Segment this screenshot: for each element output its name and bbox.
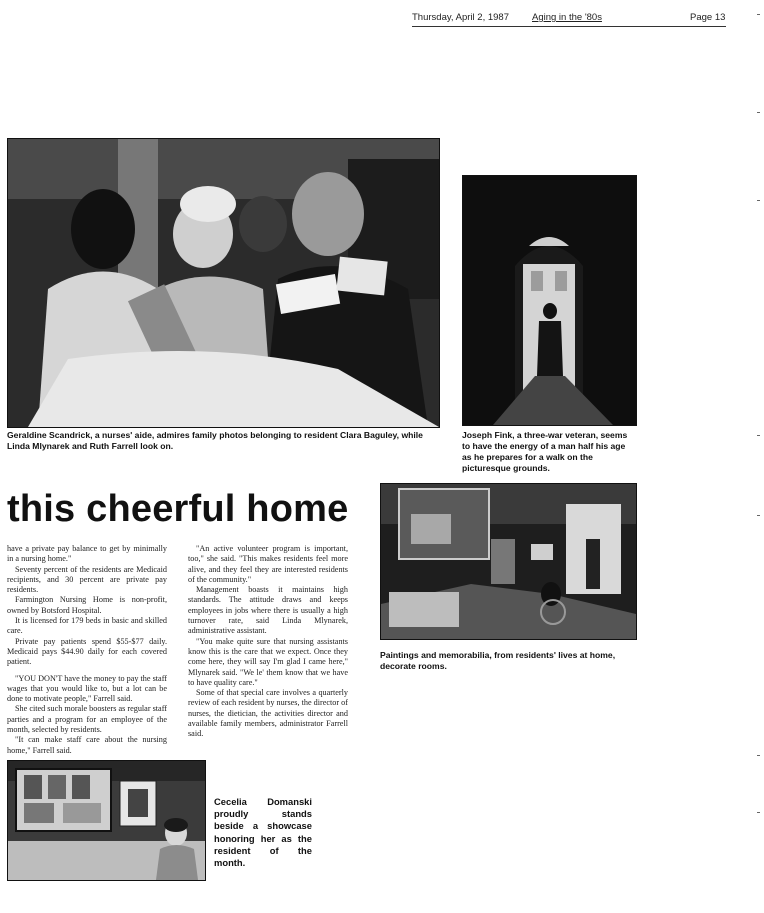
scan-mark: [757, 435, 760, 436]
paragraph: Farmington Nursing Home is non-profit, owned by Botsford Hospital.: [7, 595, 167, 615]
room-photo-caption: Paintings and memorabilia, from residents' lives at home, decorate rooms.: [380, 650, 616, 671]
article-column-1: [7, 544, 167, 756]
issue-date: Thursday, April 2, 1987: [412, 12, 509, 23]
scan-mark: [757, 515, 760, 516]
room-photo: [380, 483, 637, 640]
showcase-photo: [7, 760, 206, 881]
scan-mark: [757, 755, 760, 756]
veteran-photo-caption: Joseph Fink, a three-war veteran, seems to have the energy of a man half his age as he prepares for a walk on the picturesque grounds.: [462, 430, 628, 473]
article-column-2: [188, 544, 348, 740]
paragraph: Some of that special care involves a quarterly review of each resident by nurses, the director of nurses, the dietician, the activities director and available family members, administrator Farrell said.: [188, 688, 348, 739]
paragraph: Seventy percent of the residents are Medicaid recipients, and 30 percent are private pay residents.: [7, 564, 167, 595]
paragraph: She cited such morale boosters as regular staff parties and a program for an employee of the month, selected by residents.: [7, 704, 167, 735]
paragraph: "It can make staff care about the nursing home," Farrell said.: [7, 735, 167, 755]
paragraph: "You make quite sure that nursing assistants know this is the care that we expect. Once they come here, they will say I'm glad I came here," Mlynarek said. "We le' them know that we have to have quality care.": [188, 636, 348, 687]
scan-mark: [757, 112, 760, 113]
main-photo: [7, 138, 440, 428]
scan-mark: [757, 14, 760, 15]
page-number: Page 13: [690, 12, 726, 23]
paragraph: have a private pay balance to get by minimally in a nursing home.": [7, 544, 167, 564]
scan-mark: [757, 812, 760, 813]
paragraph: Private pay patients spend $55-$77 daily. Medicaid pays $44.90 daily for each covered patient.: [7, 636, 167, 667]
main-photo-caption: Geraldine Scandrick, a nurses' aide, admires family photos belonging to resident Clara Baguley, while Linda Mlynarek and Ruth Farrell look on.: [7, 430, 423, 451]
paragraph: "An active volunteer program is important, too," she said. "This makes residents feel more alive, and they feel they are interested residents of the community.": [188, 544, 348, 584]
section-title: Aging in the '80s: [532, 12, 602, 23]
article-headline: this cheerful home: [7, 488, 349, 530]
paragraph: "YOU DON'T have the money to pay the staff wages that you would like to, but a lot can be done to motivate people," Farrell said.: [7, 673, 167, 704]
veteran-photo: [462, 175, 637, 426]
scan-mark: [757, 200, 760, 201]
showcase-photo-caption: Cecelia Domanski proudly stands beside a showcase honoring her as the resident of the month.: [214, 796, 312, 869]
paragraph: Management boasts it maintains high standards. The attitude draws and keeps employees in jobs where there is usually a high turnover rate, said Linda Mlynarek, administrative assistant.: [188, 585, 348, 636]
header-rule: [412, 26, 726, 27]
paragraph: It is licensed for 179 beds in basic and skilled care.: [7, 616, 167, 636]
